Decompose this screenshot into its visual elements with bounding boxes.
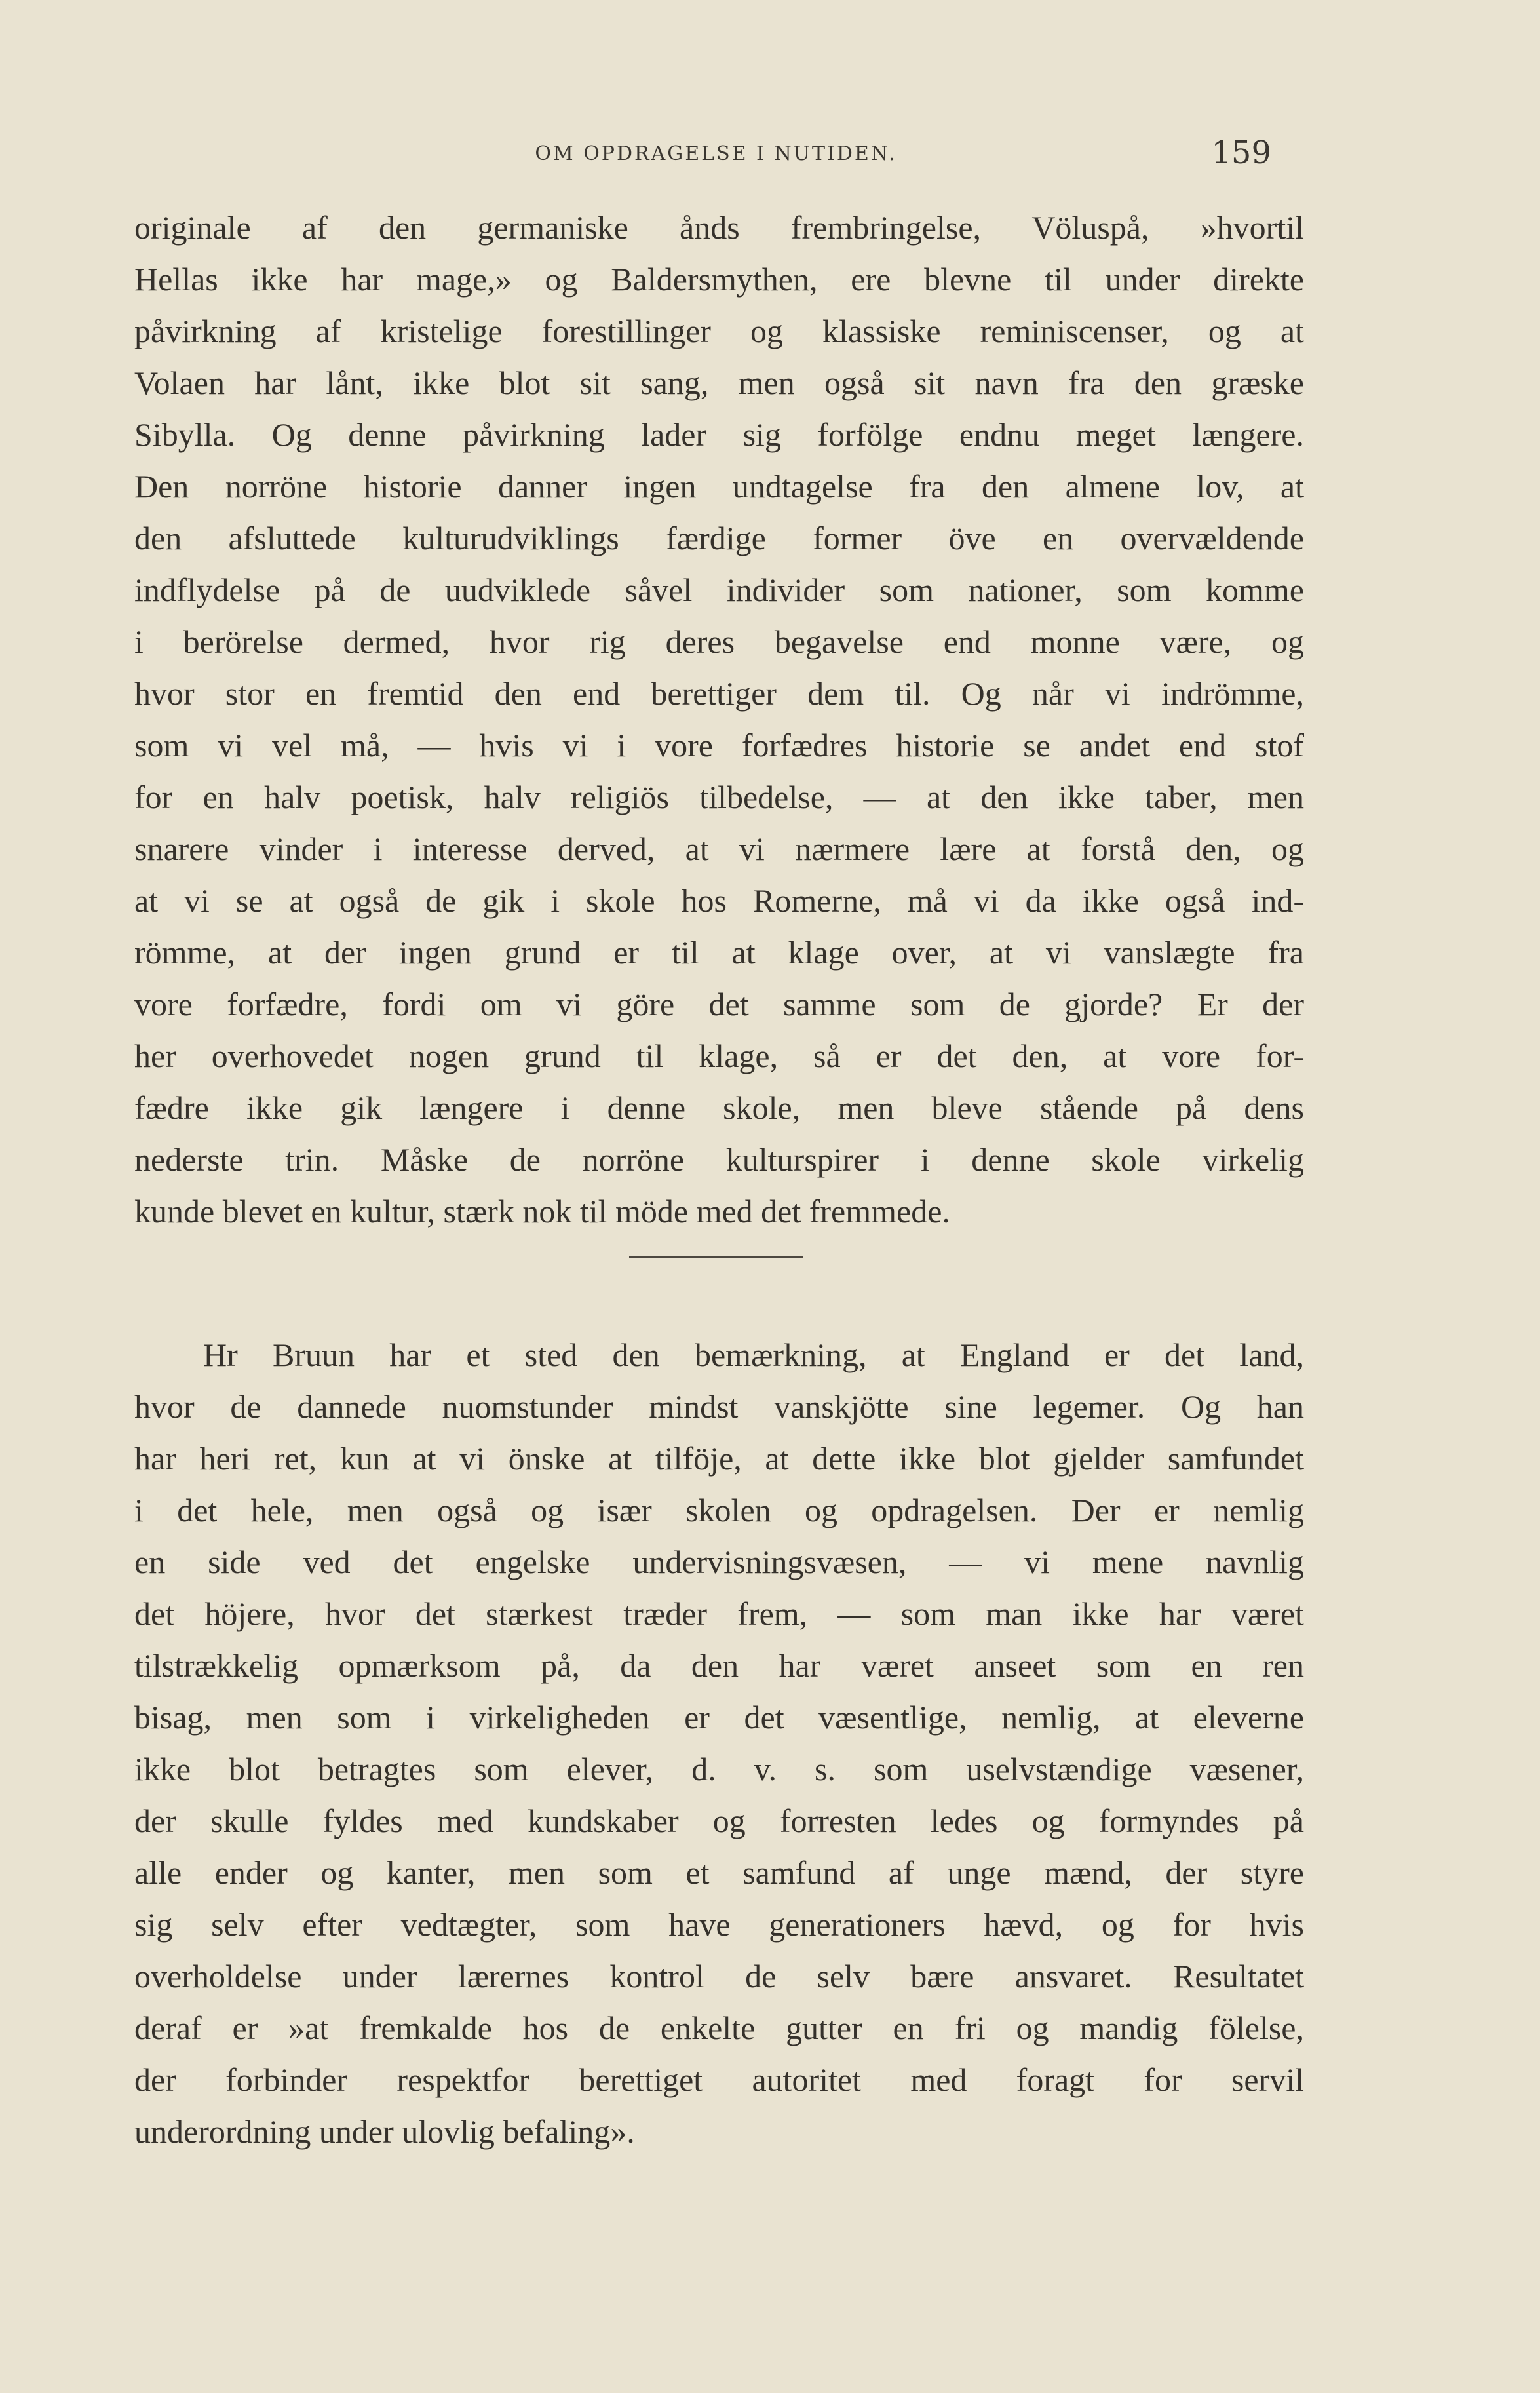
text-line: en side ved det engelske undervisningsvæsen, — vi mene navnlig	[134, 1544, 1304, 1580]
text-line: underordning under ulovlig befaling».	[134, 2113, 635, 2150]
text-line: Volaen har lånt, ikke blot sit sang, men også sit navn fra den græske	[134, 364, 1304, 401]
text-line: den afsluttede kulturudviklings færdige former öve en overvældende	[134, 520, 1304, 556]
page-header	[134, 134, 1298, 174]
page-number: 159	[1211, 134, 1271, 171]
text-line: Hr Bruun har et sted den bemærkning, at England er det land,	[203, 1336, 1304, 1373]
text-line: for en halv poetisk, halv religiös tilbedelse, — at den ikke taber, men	[134, 779, 1304, 815]
text-line: nederste trin. Måske de norröne kulturspirer i denne skole virkelig	[134, 1141, 1304, 1178]
running-head: OM OPDRAGELSE I NUTIDEN.	[535, 142, 897, 165]
text-line: hvor de dannede nuomstunder mindst vanskjötte sine legemer. Og han	[134, 1388, 1304, 1425]
text-line: der forbinder respektfor berettiget autoritet med foragt for servil	[134, 2061, 1304, 2098]
section-divider	[629, 1256, 803, 1258]
text-line: der skulle fyldes med kundskaber og forresten ledes og formyndes på	[134, 1802, 1304, 1839]
paragraph-continued	[134, 202, 1304, 1237]
text-line: alle ender og kanter, men som et samfund af unge mænd, der styre	[134, 1854, 1304, 1891]
paragraph-bruun	[134, 1329, 1304, 2158]
text-line: hvor stor en fremtid den end berettiger dem til. Og når vi indrömme,	[134, 675, 1304, 712]
text-line: Hellas ikke har mage,» og Baldersmythen, ere blevne til under direkte	[134, 261, 1304, 298]
text-line: snarere vinder i interesse derved, at vi nærmere lære at forstå den, og	[134, 830, 1304, 867]
text-line: påvirkning af kristelige forestillinger og klassiske reminiscenser, og at	[134, 313, 1304, 349]
text-line: her overhovedet nogen grund til klage, så er det den, at vore for-	[134, 1038, 1304, 1074]
text-line: overholdelse under lærernes kontrol de selv bære ansvaret. Resultatet	[134, 1958, 1304, 1994]
text-line: som vi vel må, — hvis vi i vore forfædres historie se andet end stof	[134, 727, 1304, 764]
text-line: i det hele, men også og især skolen og opdragelsen. Der er nemlig	[134, 1492, 1304, 1528]
text-line: har heri ret, kun at vi önske at tilföje, at dette ikke blot gjelder samfundet	[134, 1440, 1304, 1477]
text-line: kunde blevet en kultur, stærk nok til möde med det fremmede.	[134, 1193, 950, 1230]
text-line: at vi se at også de gik i skole hos Romerne, må vi da ikke også ind-	[134, 882, 1304, 919]
text-line: originale af den germaniske ånds frembringelse, Völuspå, »hvortil	[134, 209, 1304, 246]
text-line: Sibylla. Og denne påvirkning lader sig forfölge endnu meget længere.	[134, 416, 1304, 453]
text-line: ikke blot betragtes som elever, d. v. s. som uselvstændige væsener,	[134, 1751, 1304, 1787]
text-line: indflydelse på de uudviklede såvel individer som nationer, som komme	[134, 572, 1304, 608]
text-line: tilstrækkelig opmærksom på, da den har været anseet som en ren	[134, 1647, 1304, 1684]
text-line: vore forfædre, fordi om vi göre det samme som de gjorde? Er der	[134, 986, 1304, 1022]
text-line: römme, at der ingen grund er til at klage over, at vi vanslægte fra	[134, 934, 1304, 971]
text-line: bisag, men som i virkeligheden er det væsentlige, nemlig, at eleverne	[134, 1699, 1304, 1736]
text-line: i berörelse dermed, hvor rig deres begavelse end monne være, og	[134, 623, 1304, 660]
text-line: sig selv efter vedtægter, som have generationers hævd, og for hvis	[134, 1906, 1304, 1943]
text-line: det höjere, hvor det stærkest træder frem, — som man ikke har været	[134, 1595, 1304, 1632]
text-line: Den norröne historie danner ingen undtagelse fra den almene lov, at	[134, 468, 1304, 505]
text-line: fædre ikke gik længere i denne skole, men bleve stående på dens	[134, 1089, 1304, 1126]
text-line: deraf er »at fremkalde hos de enkelte gutter en fri og mandig fölelse,	[134, 2010, 1304, 2046]
